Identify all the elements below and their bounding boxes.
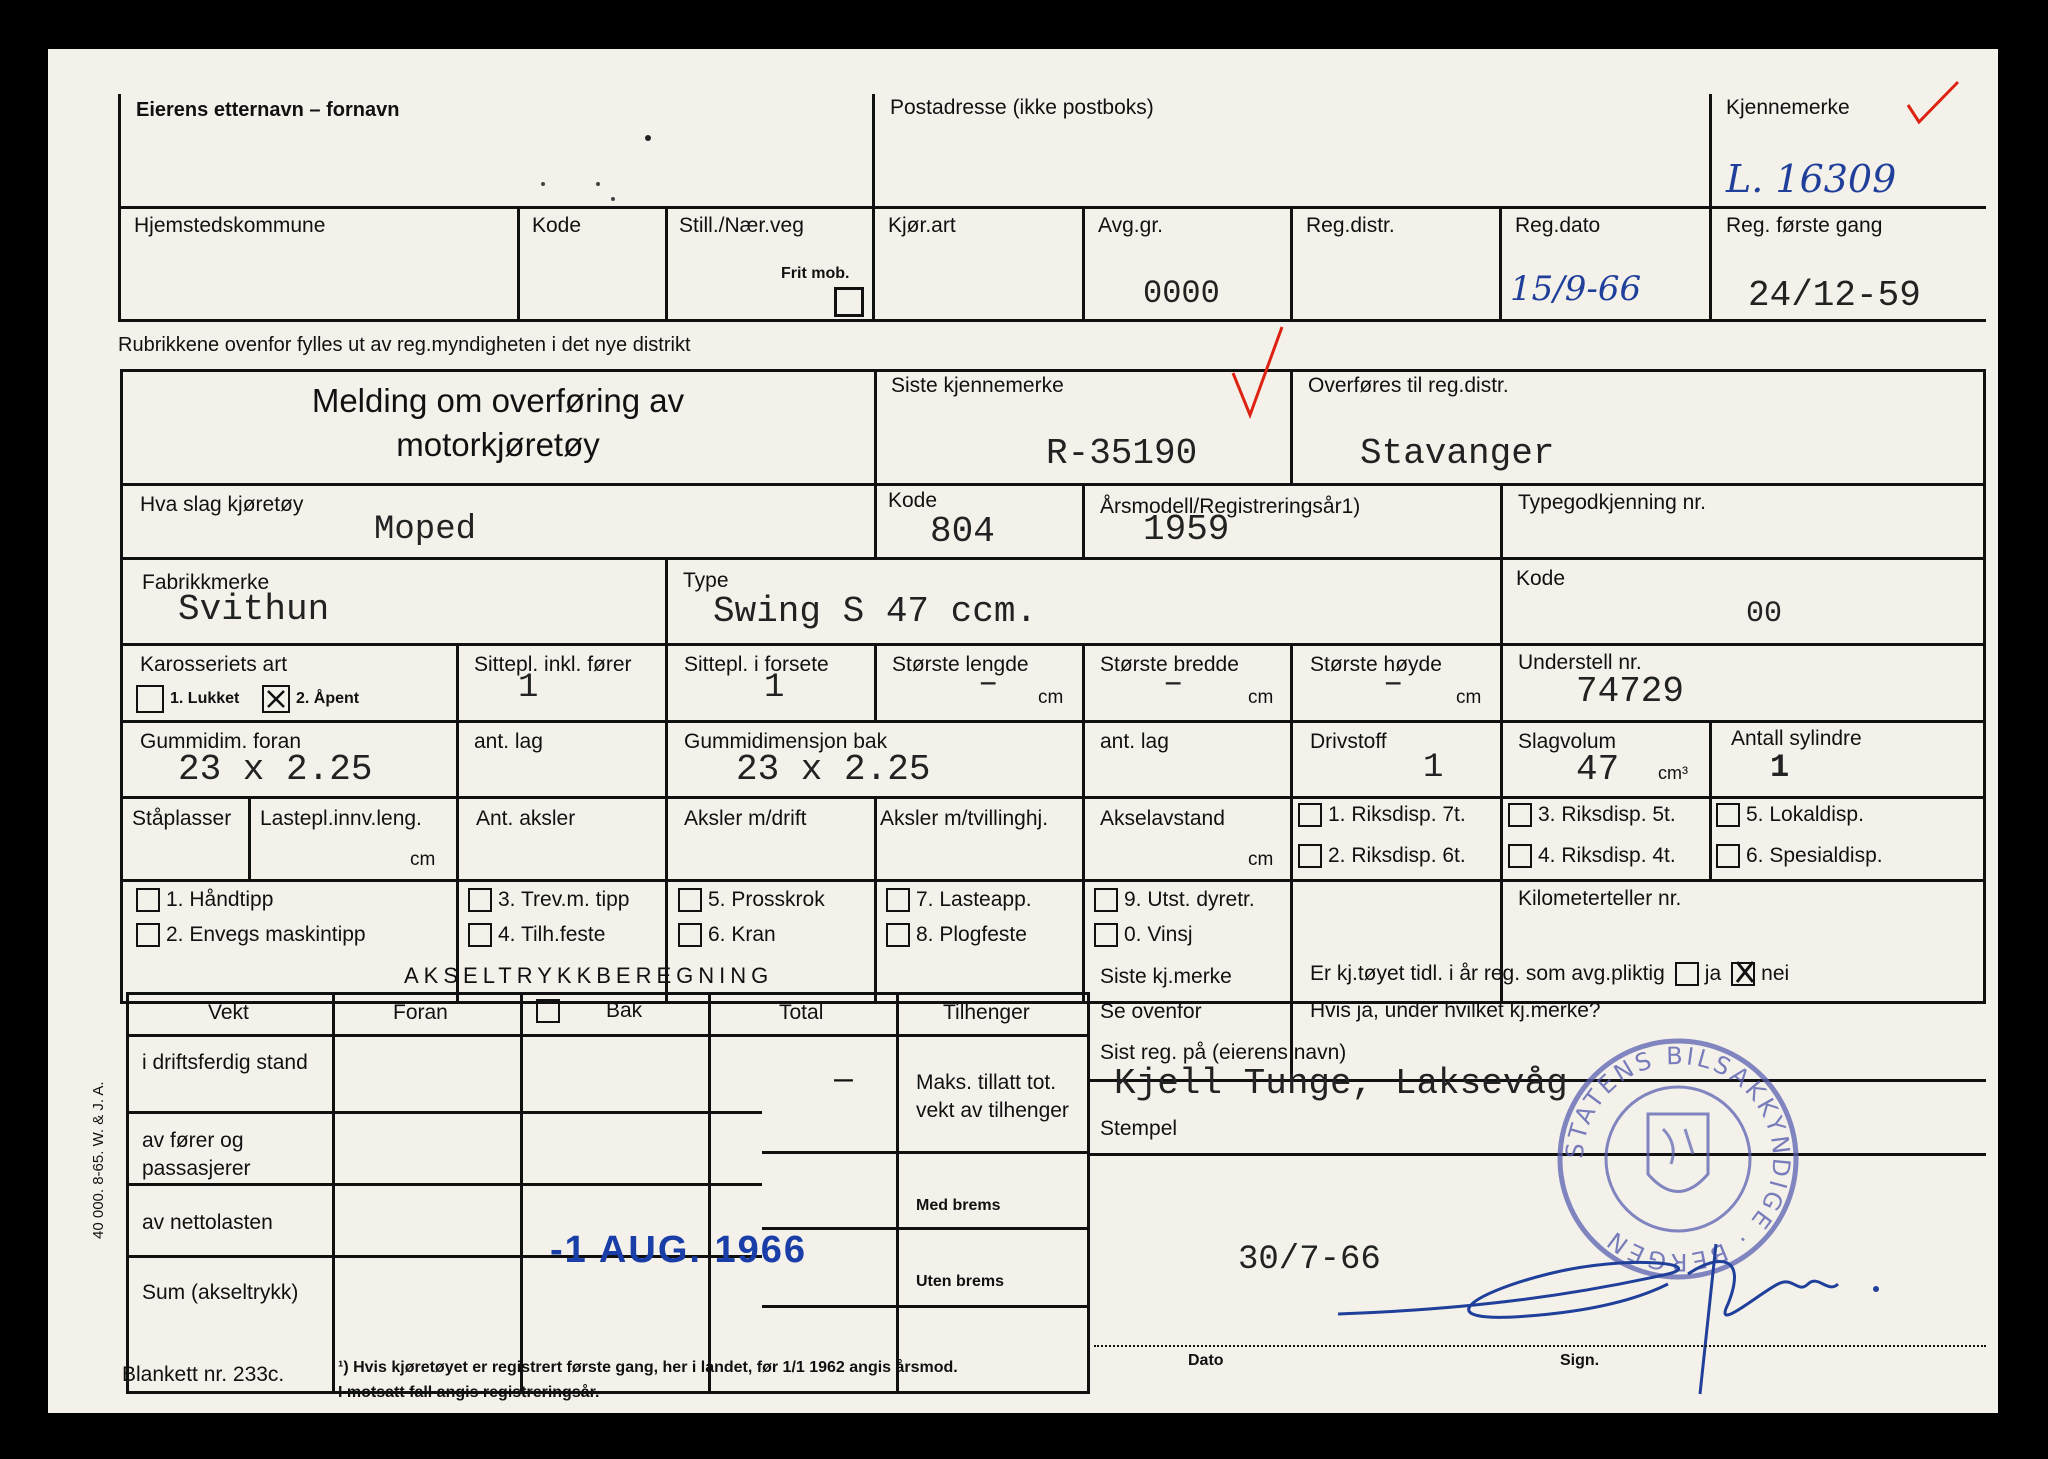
date-stamp: -1 AUG. 1966 [550, 1229, 808, 1271]
stamp-label: Stempel [1100, 1117, 1178, 1140]
open-label: 2. Åpent [296, 690, 360, 707]
equip5-label: 5. Prosskrok [708, 888, 825, 911]
row-passengers [142, 1127, 322, 1183]
code-label-2: Kode [888, 489, 938, 512]
owner-label: Eierens etternavn – fornavn [136, 99, 400, 121]
fee-group-value: 0000 [1143, 275, 1220, 312]
sign-label: Sign. [1560, 1352, 1600, 1369]
equip6-option[interactable] [678, 923, 776, 947]
tire-rear-value: 23 x 2.25 [736, 749, 931, 790]
checkbox[interactable] [136, 923, 160, 947]
open-option[interactable] [262, 685, 359, 713]
equip1-option[interactable] [136, 888, 273, 912]
first-reg-label: Reg. første gang [1726, 214, 1883, 237]
last-plate-label: Siste kjennemerke [891, 374, 1064, 397]
checkbox-checked[interactable] [262, 685, 290, 713]
divider [118, 319, 1986, 322]
row-sum [142, 1279, 302, 1307]
disp5-option[interactable] [1716, 803, 1864, 827]
height-unit: cm [1456, 687, 1482, 708]
footnote-line1: ¹) Hvis kjøretøyet er registrert første gang, her i landet, før 1/1 1962 angis årsmod. [338, 1359, 958, 1376]
col-total: Total [779, 1001, 824, 1024]
reg-date-value: 15/9-66 [1510, 269, 1642, 309]
divider [1290, 369, 1293, 483]
see-above: Se ovenfor [1100, 1000, 1202, 1023]
seats-value: 1 [518, 669, 539, 707]
divider [665, 643, 668, 720]
axle-dist-unit: cm [1248, 849, 1274, 870]
divider [1500, 720, 1503, 796]
height-value: – [1383, 665, 1404, 703]
reg-district-label: Reg.distr. [1306, 214, 1395, 237]
closed-label: 1. Lukket [170, 690, 240, 707]
divider [120, 879, 1986, 882]
disp4-label: 4. Riksdisp. 4t. [1538, 844, 1676, 867]
signature [1328, 1214, 1928, 1414]
divider [1290, 643, 1293, 720]
form-title-line2: motorkjøretøy [396, 426, 600, 463]
row-passengers-label: av fører og passasjerer [142, 1129, 251, 1180]
divider [1090, 1153, 1986, 1156]
divider [1290, 720, 1293, 796]
divider [120, 796, 1986, 799]
cylinders-label: Antall sylindre [1731, 727, 1862, 750]
divider [762, 1151, 1090, 1154]
checkbox[interactable] [136, 685, 164, 713]
checkbox[interactable] [468, 923, 492, 947]
checkmark-icon [1903, 77, 1963, 132]
disp1-label: 1. Riksdisp. 7t. [1328, 803, 1466, 826]
checkbox[interactable] [1094, 923, 1118, 947]
code-label: Kode [532, 214, 582, 237]
chassis-label: Understell nr. [1518, 651, 1642, 674]
divider [1082, 206, 1085, 319]
equip3-label: 3. Trev.m. tipp [498, 888, 630, 911]
col-rear [536, 999, 642, 1023]
divider [120, 643, 1986, 646]
prev-reg-label: Er kj.tøyet tidl. i år reg. som avg.pliktig [1310, 962, 1665, 985]
disp5-label: 5. Lokaldisp. [1746, 803, 1864, 826]
disp6-option[interactable] [1716, 844, 1883, 868]
odometer-label: Kilometerteller nr. [1518, 887, 1682, 910]
front-seats-value: 1 [764, 669, 785, 707]
code2-value: 00 [1746, 597, 1783, 631]
divider [762, 1227, 1090, 1230]
code-value: 804 [930, 511, 995, 552]
divider [1082, 483, 1085, 557]
displacement-unit: cm³ [1658, 763, 1688, 783]
disp6-label: 6. Spesialdisp. [1746, 844, 1883, 867]
code2-label: Kode [1516, 567, 1566, 590]
equip4-option[interactable] [468, 923, 605, 947]
equip9-option[interactable] [1094, 888, 1255, 912]
printer-note: 40 000. 8-65. W. & J. A. [90, 1081, 107, 1239]
cargo-len-label: Lastepl.innv.leng. [260, 807, 422, 830]
last-plate-label-2: Siste kj.merke [1100, 965, 1232, 988]
col-weight: Vekt [208, 1001, 249, 1024]
model-year-value: 1959 [1143, 509, 1230, 550]
checkbox[interactable] [1508, 844, 1532, 868]
width-value: – [1163, 665, 1184, 703]
divider [1082, 879, 1085, 1004]
checkmark-icon [1228, 323, 1288, 423]
divider [874, 483, 877, 557]
reg-date-label: Reg.dato [1515, 214, 1601, 237]
cargo-len-unit: cm [410, 849, 436, 870]
model-year-label: Årsmodell/Registreringsår1) [1100, 495, 1361, 518]
chassis-value: 74729 [1576, 671, 1685, 712]
tire-rear-label: Gummidimensjon bak [684, 730, 888, 753]
closed-option[interactable] [136, 685, 239, 713]
length-value: – [978, 665, 999, 703]
divider [1082, 643, 1085, 720]
disp1-option[interactable] [1298, 803, 1466, 827]
row-load: av nettolasten [142, 1211, 273, 1234]
equip2-option[interactable] [136, 923, 366, 947]
equip6-label: 6. Kran [708, 923, 776, 946]
divider [1709, 720, 1712, 796]
checkbox[interactable] [1716, 844, 1740, 868]
trailer-max [916, 1069, 1076, 1125]
divider [456, 643, 459, 720]
divider [1500, 557, 1503, 643]
row-operating-label: i driftsferdig stand [142, 1051, 308, 1074]
checkbox[interactable] [1508, 803, 1532, 827]
row-operating-total: – [834, 1059, 853, 1097]
divider [126, 1111, 762, 1114]
type-approval-label: Typegodkjenning nr. [1518, 491, 1706, 514]
divider [665, 557, 668, 643]
col-trailer: Tilhenger [943, 1001, 1030, 1024]
equip0-option[interactable] [1094, 923, 1193, 947]
last-owner-value: Kjell Tunge, Laksevåg [1114, 1063, 1568, 1104]
divider [118, 206, 1986, 209]
divider [1500, 643, 1503, 720]
which-plate: Hvis ja, under hvilket kj.merke? [1310, 999, 1601, 1022]
seats-label: Sittepl. inkl. fører [474, 653, 632, 676]
standing-label: Ståplasser [132, 807, 232, 830]
signature-line [1094, 1345, 1986, 1347]
disp3-label: 3. Riksdisp. 5t. [1538, 803, 1676, 826]
last-plate-value: R-35190 [1046, 433, 1198, 474]
disp4-option[interactable] [1508, 844, 1676, 868]
transfer-label: Overføres til reg.distr. [1308, 374, 1509, 397]
fritmob-label: Frit mob. [781, 265, 850, 282]
plate-label: Kjennemerke [1726, 96, 1850, 119]
date-value: 30/7-66 [1238, 1241, 1381, 1279]
x-mark-icon [1734, 960, 1756, 986]
equip9-label: 9. Utst. dyretr. [1124, 888, 1255, 911]
divider [520, 992, 523, 1394]
length-label: Største lengde [892, 653, 1029, 676]
nei-label: nei [1761, 962, 1790, 985]
checkbox[interactable] [1716, 803, 1740, 827]
disp3-option[interactable] [1508, 803, 1676, 827]
divider [1500, 483, 1503, 557]
divider [708, 992, 711, 1394]
divider [896, 992, 899, 1394]
tire-front-label: Gummidim. foran [140, 730, 302, 753]
drive-type-label: Kjør.art [888, 214, 956, 237]
checkbox[interactable] [678, 923, 702, 947]
checkbox[interactable] [1298, 844, 1322, 868]
width-label: Største bredde [1100, 653, 1239, 676]
first-reg-value: 24/12-59 [1748, 275, 1921, 316]
divider [456, 796, 459, 879]
divider [1290, 206, 1293, 319]
axles-label: Ant. aksler [476, 807, 576, 830]
make-value: Svithun [178, 589, 330, 630]
form-title-line1: Melding om overføring av [311, 382, 685, 419]
footnote-line2: I motsatt fall angis registreringsår. [338, 1384, 600, 1401]
fuel-value: 1 [1423, 749, 1444, 787]
axle-table-header: AKSELTRYKKBEREGNING [404, 963, 774, 988]
divider [1709, 796, 1712, 879]
divider [1290, 879, 1293, 1004]
make-label: Fabrikkmerke [142, 571, 270, 594]
postal-label: Postadresse (ikke postboks) [890, 96, 1154, 119]
checkbox[interactable] [678, 888, 702, 912]
equip5-option[interactable] [678, 888, 825, 912]
divider [874, 643, 877, 720]
equip7-option[interactable] [886, 888, 1032, 912]
with-brakes: Med brems [916, 1197, 1001, 1214]
length-unit: cm [1038, 687, 1064, 708]
type-value: Swing S 47 ccm. [713, 591, 1038, 632]
axles-drive-label: Aksler m/drift [684, 807, 807, 830]
height-label: Største høyde [1310, 653, 1442, 676]
divider [120, 557, 1986, 560]
divider [665, 720, 668, 796]
axle-dist-label: Akselavstand [1100, 807, 1225, 830]
checkbox[interactable] [1094, 888, 1118, 912]
col-rear-label: Bak [606, 999, 643, 1022]
form-title [138, 382, 858, 464]
divider [120, 720, 1986, 723]
checkbox[interactable] [886, 888, 910, 912]
checkbox[interactable] [1298, 803, 1322, 827]
owner-smudges [488, 124, 688, 234]
disp2-label: 2. Riksdisp. 6t. [1328, 844, 1466, 867]
without-brakes: Uten brems [916, 1273, 1005, 1290]
divider [126, 1183, 762, 1186]
equip2-label: 2. Envegs maskintipp [166, 923, 366, 946]
divider [762, 1305, 1090, 1308]
divider [1082, 720, 1085, 796]
tire-front-value: 23 x 2.25 [178, 749, 373, 790]
fee-group-label: Avg.gr. [1098, 214, 1163, 237]
equip4-label: 4. Tilh.feste [498, 923, 606, 946]
vehicle-type-value: Moped [374, 511, 477, 549]
divider [874, 369, 877, 483]
seal-text: STATENS BILSAKKYNDIGE · BERGEN [1560, 1041, 1796, 1277]
fuel-label: Drivstoff [1310, 730, 1387, 753]
ant-lag-label: ant. lag [474, 730, 543, 753]
checkbox[interactable] [468, 888, 492, 912]
transfer-value: Stavanger [1360, 433, 1555, 474]
checkbox[interactable] [886, 923, 910, 947]
divider [1082, 796, 1085, 879]
front-seats-label: Sittepl. i forsete [684, 653, 829, 676]
axles-twin-label: Aksler m/tvillinghj. [880, 807, 1049, 830]
checkbox[interactable] [536, 999, 560, 1023]
fritmob-checkbox[interactable] [834, 287, 864, 317]
cylinders-value: 1 [1770, 749, 1790, 786]
checkbox[interactable] [136, 888, 160, 912]
ja-label: ja [1704, 962, 1722, 985]
form-number: Blankett nr. 233c. [122, 1363, 285, 1386]
divider [1290, 796, 1293, 879]
divider [874, 879, 877, 1004]
equip0-label: 0. Vinsj [1124, 923, 1193, 946]
last-owner-label: Sist reg. på (eierens navn) [1100, 1041, 1347, 1064]
divider [120, 483, 1986, 486]
divider [248, 796, 251, 879]
row-operating [142, 1049, 322, 1077]
type-label: Type [683, 569, 729, 592]
equip8-label: 8. Plogfeste [916, 923, 1027, 946]
col-front: Foran [393, 1001, 448, 1024]
equip7-label: 7. Lasteapp. [916, 888, 1032, 911]
ant-lag-label-2: ant. lag [1100, 730, 1169, 753]
disp2-option[interactable] [1298, 844, 1466, 868]
equip3-option[interactable] [468, 888, 630, 912]
divider [1500, 796, 1503, 879]
width-unit: cm [1248, 687, 1274, 708]
row-sum-label: Sum (akseltrykk) [142, 1281, 299, 1304]
yes-checkbox[interactable] [1675, 962, 1699, 986]
position-label: Still./Nær.veg [679, 214, 804, 237]
divider [126, 1034, 1090, 1037]
vehicle-type-label: Hva slag kjøretøy [140, 493, 304, 516]
trailer-max-label: Maks. tillatt tot. vekt av tilhenger [916, 1071, 1069, 1122]
district-note: Rubrikkene ovenfor fylles ut av reg.myndigheten i det nye distrikt [118, 334, 691, 356]
displacement-label: Slagvolum [1518, 730, 1617, 753]
prev-reg-question [1310, 962, 1789, 986]
date-label: Dato [1188, 1352, 1224, 1369]
equip8-option[interactable] [886, 923, 1027, 947]
body-label: Karosseriets art [140, 653, 288, 676]
registration-card [48, 49, 1998, 1413]
no-checkbox-checked[interactable] [1731, 962, 1755, 986]
municipality-label: Hjemstedskommune [134, 214, 326, 237]
divider [456, 720, 459, 796]
equip1-label: 1. Håndtipp [166, 888, 274, 911]
divider [874, 796, 877, 879]
divider [1499, 206, 1502, 319]
x-mark-icon [265, 688, 287, 710]
displacement-value: 47 [1576, 749, 1620, 790]
divider [332, 992, 335, 1394]
divider [665, 796, 668, 879]
plate-value: L. 16309 [1726, 157, 1897, 201]
